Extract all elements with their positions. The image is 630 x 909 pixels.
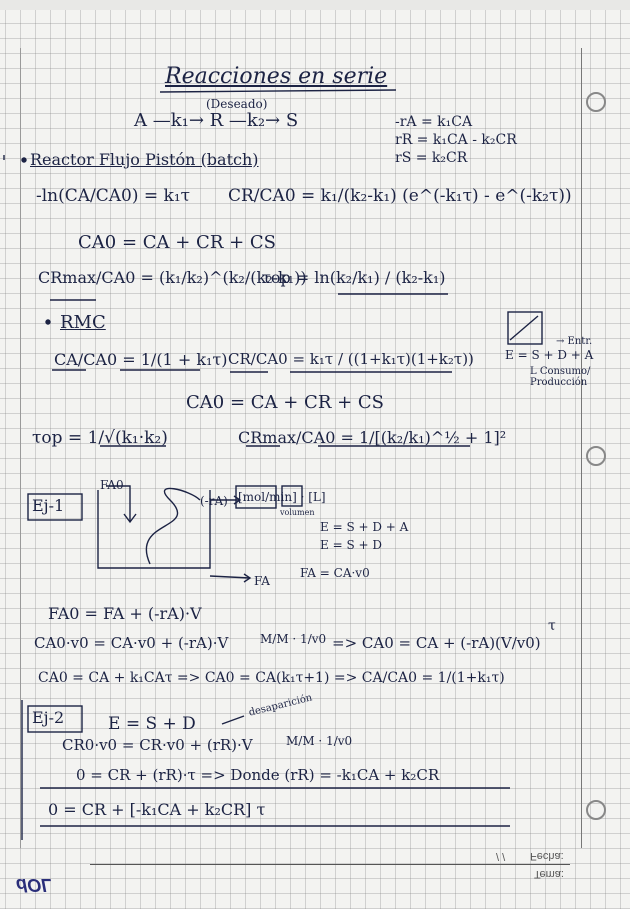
ej2-eq-tau: 0 = CR + (rR)·τ => Donde (rR) = -k₁CA + k₂CR (76, 766, 440, 784)
pfr-eq-topt: τop = ln(k₂/k₁) / (k₂-k₁) (262, 268, 446, 287)
pfr-eq-max: CRmax/CA0 = (k₁/k₂)^(k₂/(k₂-k₁)) (38, 268, 307, 287)
ej1-units: [mol/min] · [L] (238, 490, 326, 504)
ej2-eq-final: 0 = CR + [-k₁CA + k₂CR] τ (48, 800, 266, 819)
footer-fecha-value: / / (496, 850, 506, 862)
ej1-outlet-label: FA (254, 574, 270, 588)
ej1-note-2: E = S + D (320, 538, 382, 552)
ej1-operation: M/M · 1/v0 (260, 632, 327, 646)
pfr-mass-balance: CA0 = CA + CR + CS (78, 232, 276, 253)
rmc-eq-intermediate: CR/CA0 = k₁τ / ((1+k₁τ)(1+k₂τ)) (228, 350, 474, 368)
ej1-eq-molar: FA0 = FA + (-rA)·V (48, 604, 202, 623)
rate-eq-r: rR = k₁CA - k₂CR (395, 132, 517, 148)
rmc-mass-balance: CA0 = CA + CR + CS (186, 392, 384, 413)
footer-fecha-label: Fecha: (530, 850, 564, 862)
rmc-eq-max: CRmax/CA0 = 1/[(k₂/k₁)^½ + 1]² (238, 428, 507, 447)
side-note-arrow: → Entr. (556, 336, 593, 347)
brand-logo: dOL (16, 875, 52, 895)
example-2-label: Ej-2 (32, 708, 65, 727)
ej2-operation: M/M · 1/v0 (286, 734, 353, 748)
pfr-eq-conversion: -ln(CA/CA0) = k₁τ (36, 186, 191, 206)
example-1-label: Ej-1 (32, 496, 65, 515)
ej1-inlet-label: FA0 (100, 478, 124, 492)
rmc-eq-topt: τop = 1/√(k₁·k₂) (32, 428, 168, 448)
desired-product-label: (Deseado) (206, 97, 268, 111)
side-note-sub: L Consumo/ Producción (530, 366, 591, 388)
rmc-heading: RMC (60, 312, 106, 333)
footer-tema-label: Tema: (534, 868, 564, 880)
pfr-heading: Reactor Flujo Pistón (batch) (30, 150, 259, 169)
ej1-eq-result: => CA0 = CA + (-rA)(V/v0) (332, 634, 541, 652)
ej2-annotation: desaparición (247, 692, 314, 719)
ej1-note-1: E = S + D + A (320, 520, 409, 534)
rate-eq-s: rS = k₂CR (395, 150, 468, 166)
ej1-rate-label: (-rA) (200, 494, 228, 508)
ej1-eq-final: CA0 = CA + k₁CAτ => CA0 = CA(k₁τ+1) => CA/CA0 = 1/(1+k₁τ) (38, 670, 505, 686)
reaction-scheme: A —k₁→ R —k₂→ S (134, 110, 299, 131)
rate-eq-a: -rA = k₁CA (395, 114, 473, 130)
ej2-eq-balance: E = S + D (108, 714, 196, 734)
side-note-balance: E = S + D + A (505, 348, 594, 362)
ej1-tau: τ (548, 618, 556, 634)
ej2-eq-flow: CR0·v0 = CR·v0 + (rR)·V (62, 736, 253, 754)
pfr-eq-intermediate: CR/CA0 = k₁/(k₂-k₁) (e^(-k₁τ) - e^(-k₂τ)) (228, 186, 572, 206)
ej1-note-3: FA = CA·v0 (300, 566, 370, 580)
page-title: Reacciones en serie (165, 64, 388, 89)
ej1-units-sub: volumen (280, 508, 315, 517)
rmc-eq-conversion: CA/CA0 = 1/(1 + k₁τ) (54, 350, 228, 369)
ej1-eq-balance: CA0·v0 = CA·v0 + (-rA)·V (34, 634, 229, 652)
